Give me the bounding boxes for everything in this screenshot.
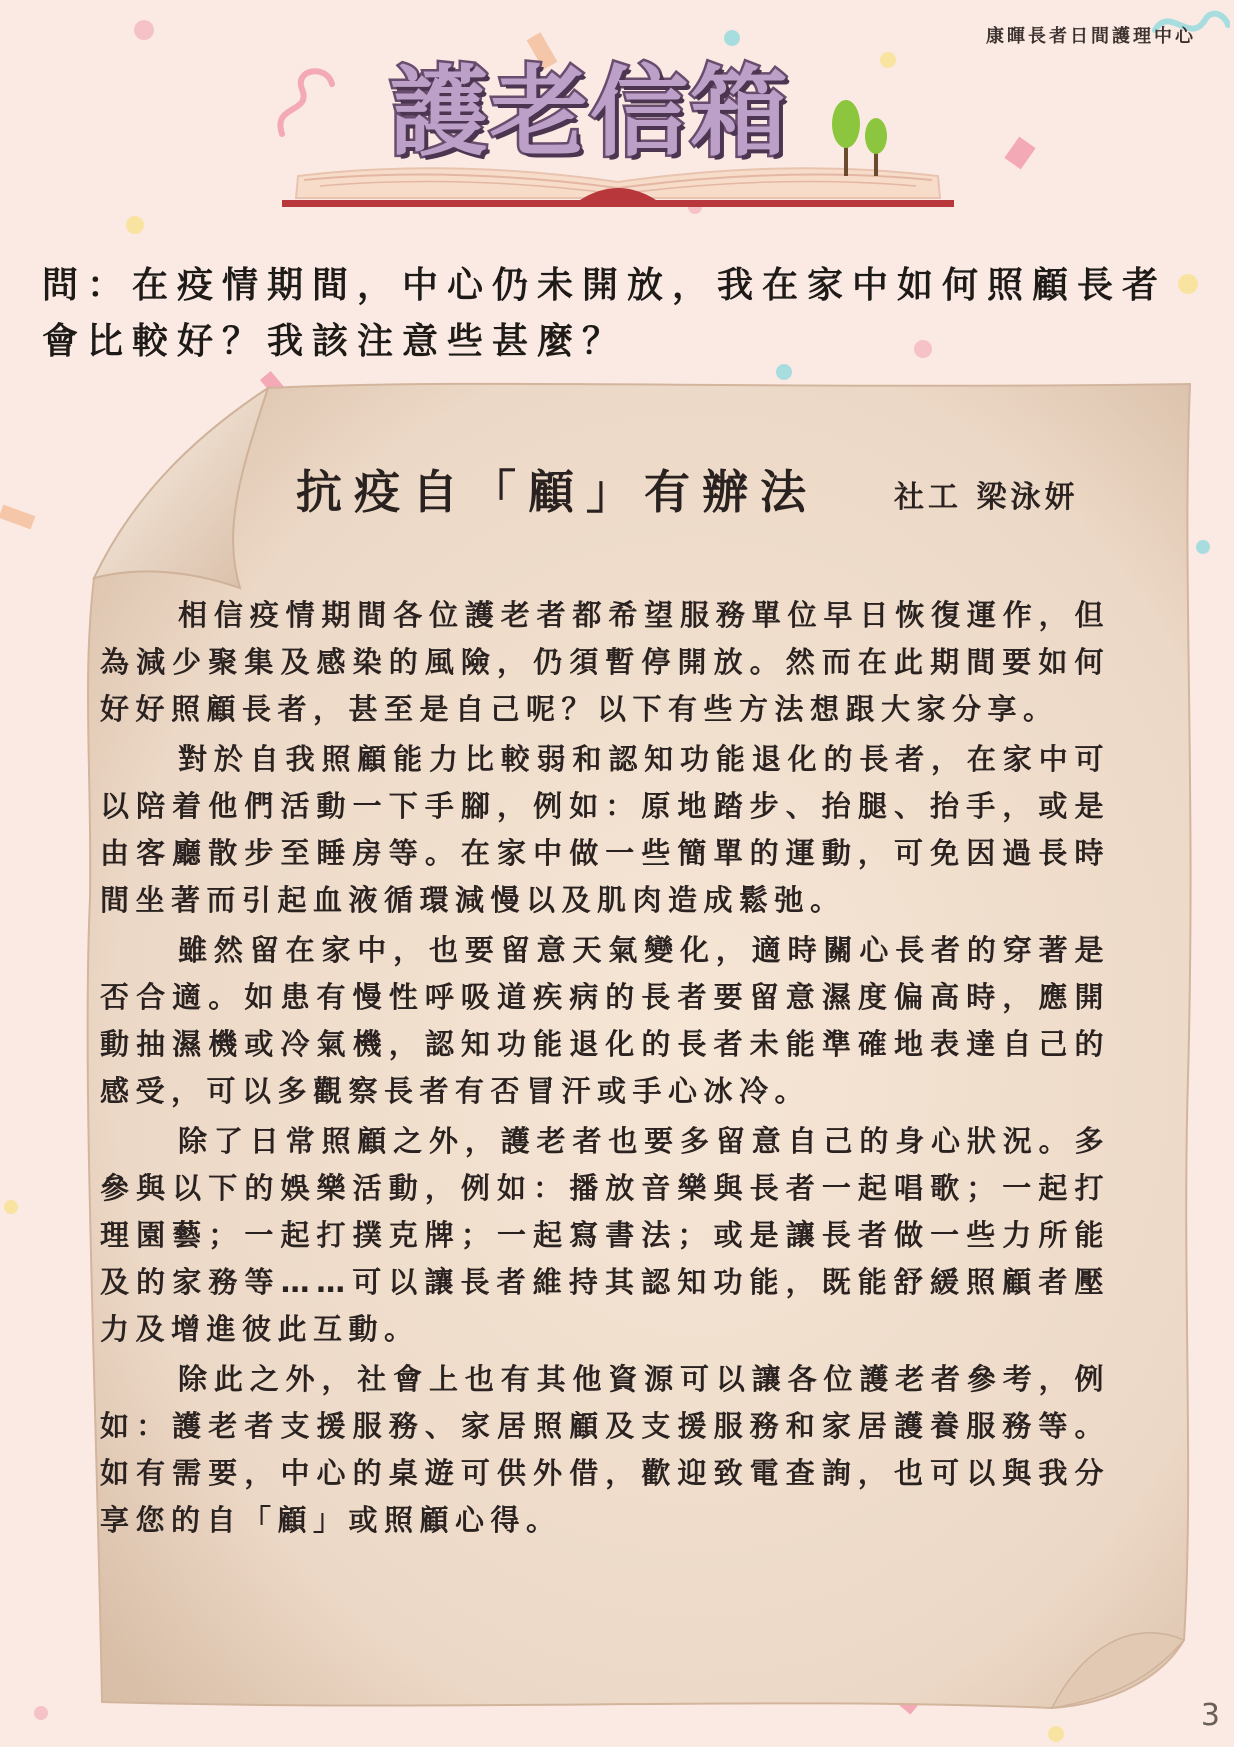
confetti-dot [134, 20, 154, 40]
organization-name: 康暉長者日間護理中心 [986, 26, 1196, 47]
article-title: 抗疫自「顧」有辦法 [296, 465, 818, 519]
article-paragraph: 相信疫情期間各位護老者都希望服務單位早日恢復運作，但為減少聚集及感染的風險，仍須暫停開放。然而在此期間要如何好好照顧長者，甚至是自己呢？以下有些方法想跟大家分享。 [100, 598, 1110, 726]
confetti-dot [34, 1706, 48, 1720]
article-paragraph: 對於自我照顧能力比較弱和認知功能退化的長者，在家中可以陪着他們活動一下手腳，例如：原地踏步、抬腿、抬手，或是由客廳散步至睡房等。在家中做一些簡單的運動，可免因過長時間坐著而引起血液循環減慢以及肌肉造成鬆弛。 [100, 742, 1110, 917]
article-paragraph: 雖然留在家中，也要留意天氣變化，適時關心長者的穿著是否合適。如患有慢性呼吸道疾病的長者要留意濕度偏高時，應開動抽濕機或冷氣機，認知功能退化的長者未能準確地表達自己的感受，可以多觀察長者有否冒汗或手心冰冷。 [100, 933, 1110, 1108]
article-body [100, 592, 1110, 1544]
question-text: 問：在疫情期間，中心仍未開放，我在家中如何照顧長者會比較好？我該注意些甚麼？ [42, 265, 1168, 362]
confetti-dot [4, 1200, 18, 1214]
confetti-dot [1048, 1726, 1064, 1742]
confetti-dot [724, 30, 740, 46]
article-author: 社工 梁泳妍 [894, 480, 1079, 515]
page-number: 3 [1200, 1698, 1220, 1733]
confetti-dot [126, 216, 144, 234]
title-banner [280, 55, 956, 214]
article-paragraph: 除此之外，社會上也有其他資源可以讓各位護老者參考，例如：護老者支援服務、家居照顧及支援服務和家居護養服務等。如有需要，中心的桌遊可供外借，歡迎致電查詢，也可以與我分享您的自「顧」或照顧心得。 [100, 1362, 1110, 1537]
confetti-strip [1004, 137, 1035, 170]
article-paragraph: 除了日常照顧之外，護老者也要多留意自己的身心狀況。多參與以下的娛樂活動，例如：播放音樂與長者一起唱歌；一起打理園藝；一起打撲克牌；一起寫書法；或是讓長者做一些力所能及的家務等……可以讓長者維持其認知功能，既能舒緩照顧者壓力及增進彼此互動。 [100, 1124, 1110, 1346]
confetti-strip [0, 505, 35, 530]
page-title: 護老信箱 [390, 55, 791, 170]
